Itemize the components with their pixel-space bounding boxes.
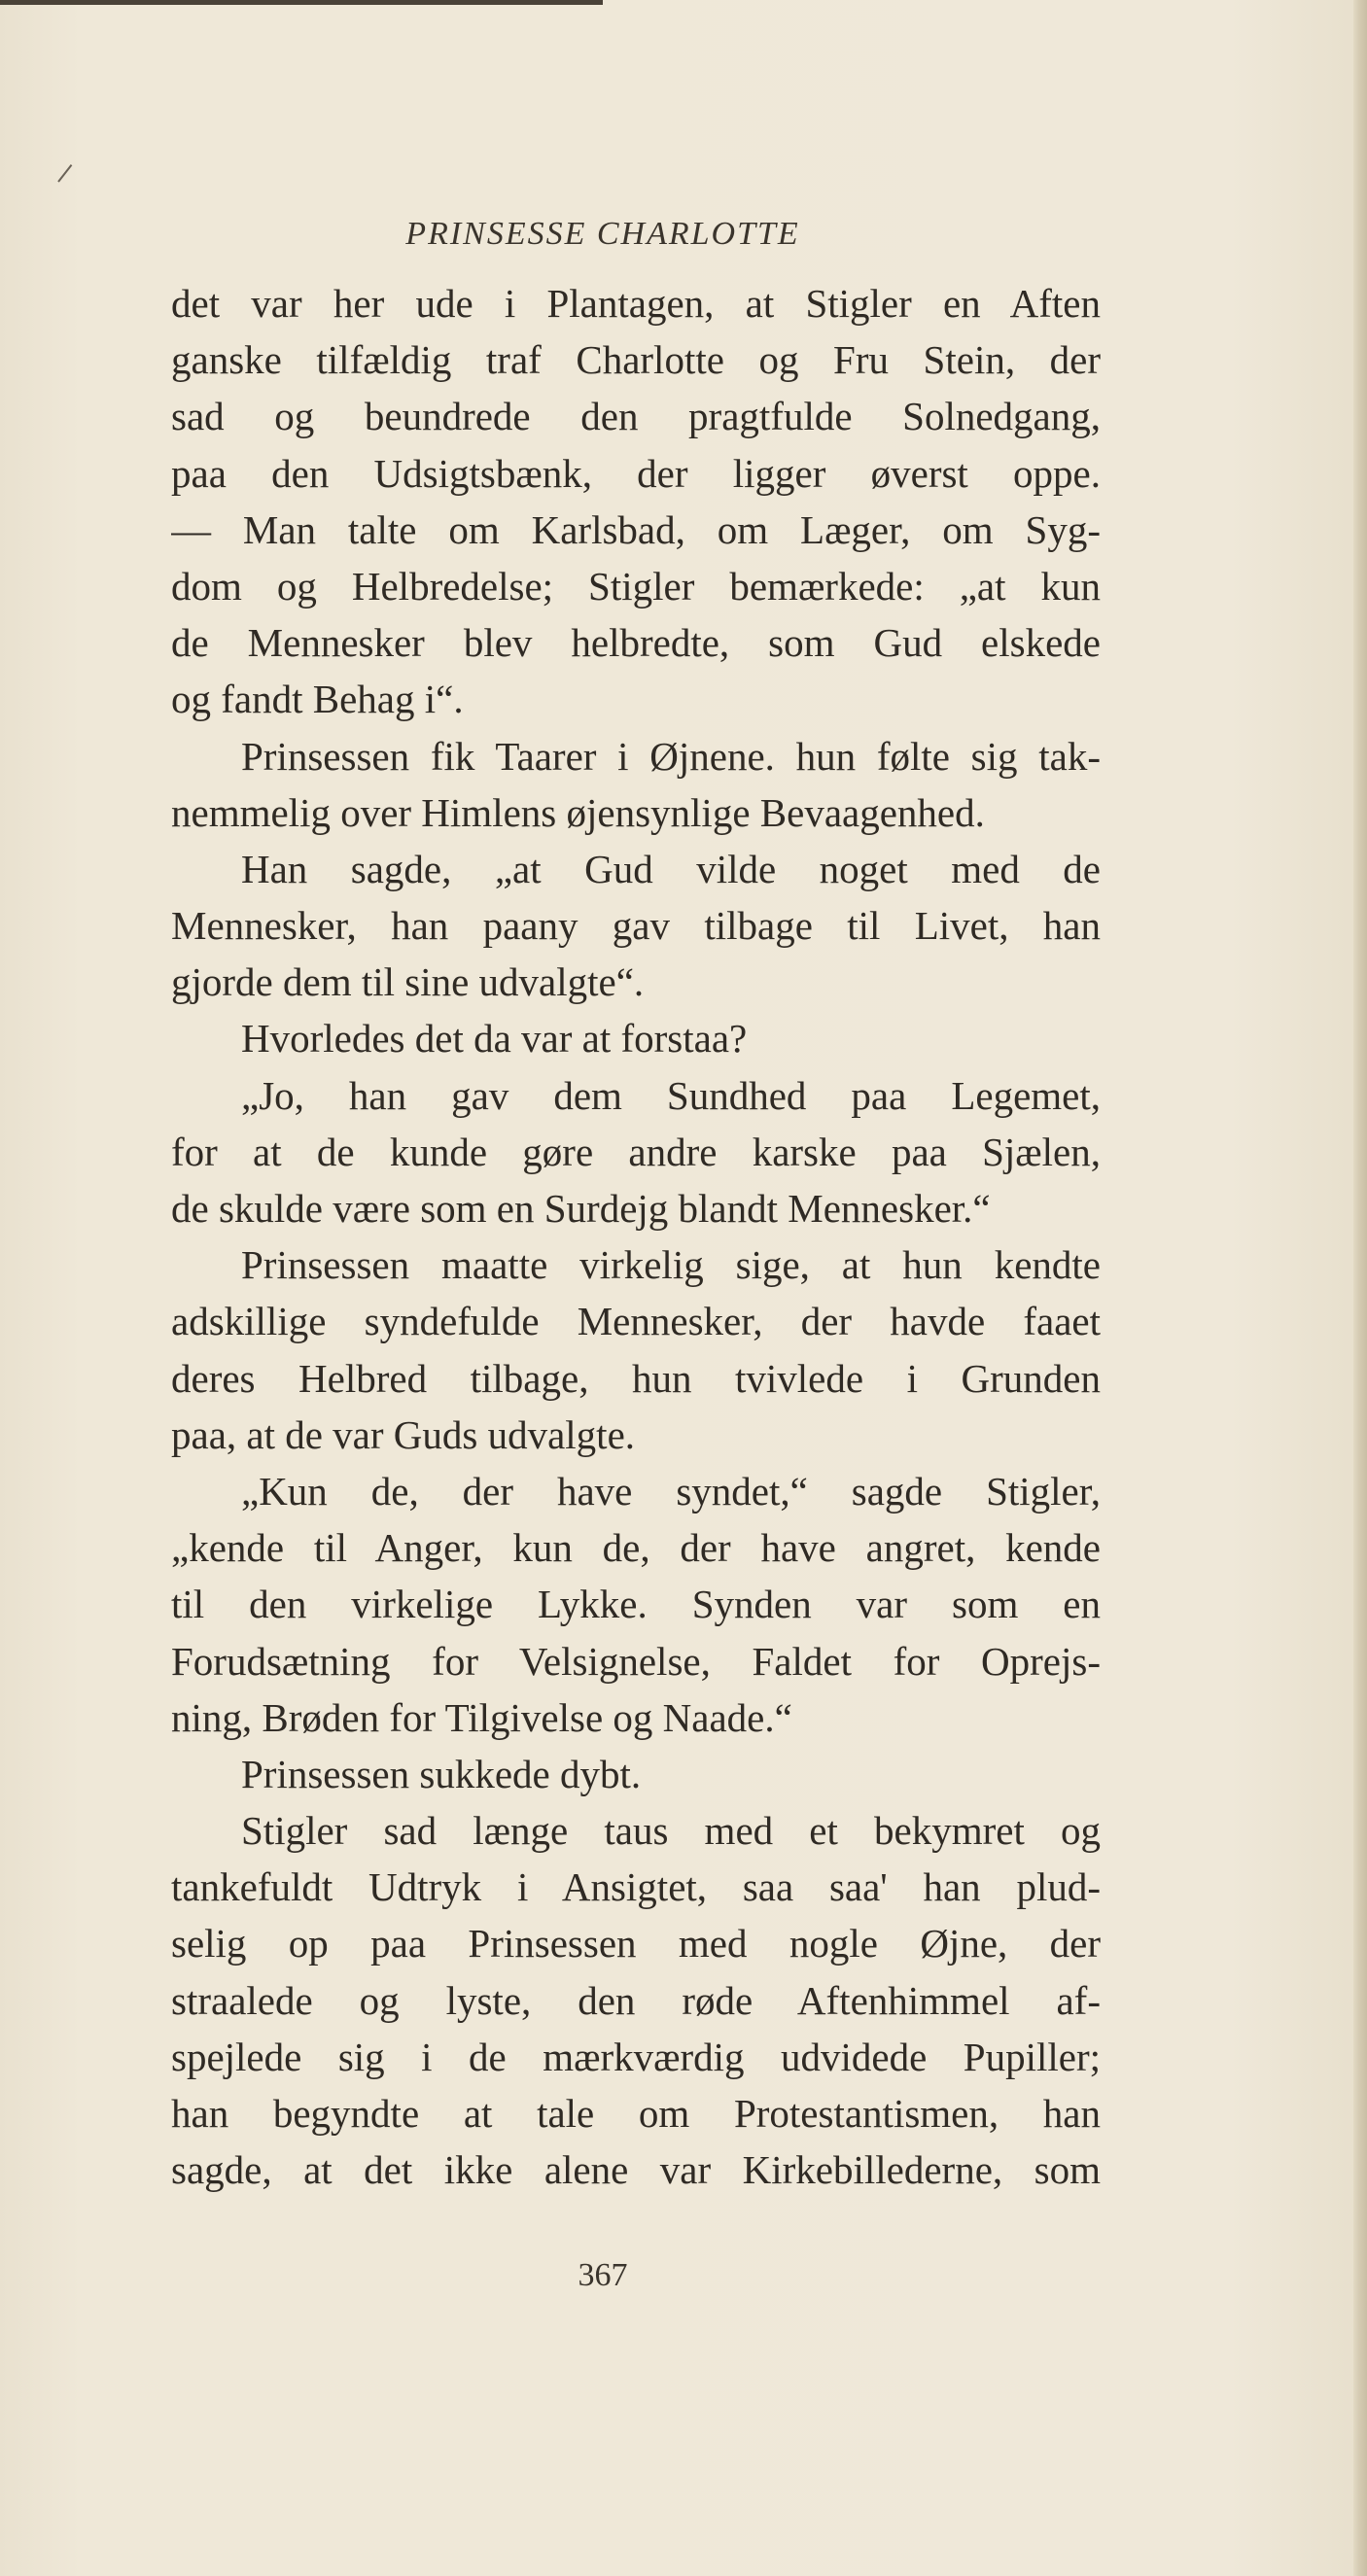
running-head: PRINSESSE CHARLOTTE [405,216,800,252]
page-right-edge [1353,0,1367,2576]
text-line: ning, Brøden for Tilgivelse og Naade.“ [171,1694,792,1740]
text-line: — Man talte om Karlsbad, om Læger, om Syg- [171,506,1101,552]
text-line: Hvorledes det da var at forstaa? [241,1016,748,1062]
text-line: Mennesker, han paany gav tilbage til Livet, han [171,903,1101,949]
text-line: Han sagde, „at Gud vilde noget med de [241,846,1101,891]
text-line: adskillige syndefulde Mennesker, der havde faaet [171,1299,1101,1344]
text-line: spejlede sig i de mærkværdig udvidede Pupiller; [171,2034,1101,2079]
text-line: deres Helbred tilbage, hun tvivlede i Grunden [171,1355,1101,1401]
text-line: sagde, at det ikke alene var Kirkebillederne, som [171,2147,1101,2193]
text-line: „Jo, han gav dem Sundhed paa Legemet, [241,1072,1101,1118]
text-line: gjorde dem til sine udvalgte“. [171,959,645,1005]
text-line: det var her ude i Plantagen, at Stigler en Aften [171,281,1101,326]
text-line: Prinsessen maatte virkelig sige, at hun kendte [241,1242,1101,1288]
text-line: Prinsessen fik Taarer i Øjnene. hun følte sig tak- [241,733,1101,779]
text-line: ganske tilfældig traf Charlotte og Fru Stein, der [171,337,1101,383]
text-line: han begyndte at tale om Protestantismen, han [171,2091,1101,2136]
text-line: til den virkelige Lykke. Synden var som en [171,1582,1101,1627]
text-line: nemmelig over Himlens øjensynlige Bevaagenhed. [171,789,985,835]
text-line: og fandt Behag i“. [171,677,464,722]
text-line: dom og Helbredelse; Stigler bemærkede: „at kun [171,563,1101,609]
text-line: tankefuldt Udtryk i Ansigtet, saa saa' han plud- [171,1864,1101,1910]
text-line: sad og beundrede den pragtfulde Solnedgang, [171,394,1101,439]
body-text [171,275,1101,2198]
top-edge-rule [0,0,603,5]
text-line: Forudsætning for Velsignelse, Faldet for Oprejs- [171,1638,1101,1684]
text-line: „Kun de, der have syndet,“ sagde Stigler, [241,1468,1101,1514]
pencil-mark [57,164,72,183]
text-line: Prinsessen sukkede dybt. [241,1751,642,1796]
text-line: Stigler sad længe taus med et bekymret og [241,1808,1101,1854]
text-line: for at de kunde gøre andre karske paa Sjælen, [171,1129,1101,1174]
text-line: selig op paa Prinsessen med nogle Øjne, der [171,1921,1101,1967]
text-line: paa, at de var Guds udvalgte. [171,1411,636,1457]
text-line: straalede og lyste, den røde Aftenhimmel af- [171,1977,1101,2023]
text-line: de skulde være som en Surdejg blandt Mennesker.“ [171,1186,991,1231]
page-number: 367 [578,2257,628,2293]
text-line: paa den Udsigtsbænk, der ligger øverst oppe. [171,450,1101,496]
text-line: de Mennesker blev helbredte, som Gud elskede [171,620,1101,666]
text-line: „kende til Anger, kun de, der have angret, kende [171,1525,1101,1571]
